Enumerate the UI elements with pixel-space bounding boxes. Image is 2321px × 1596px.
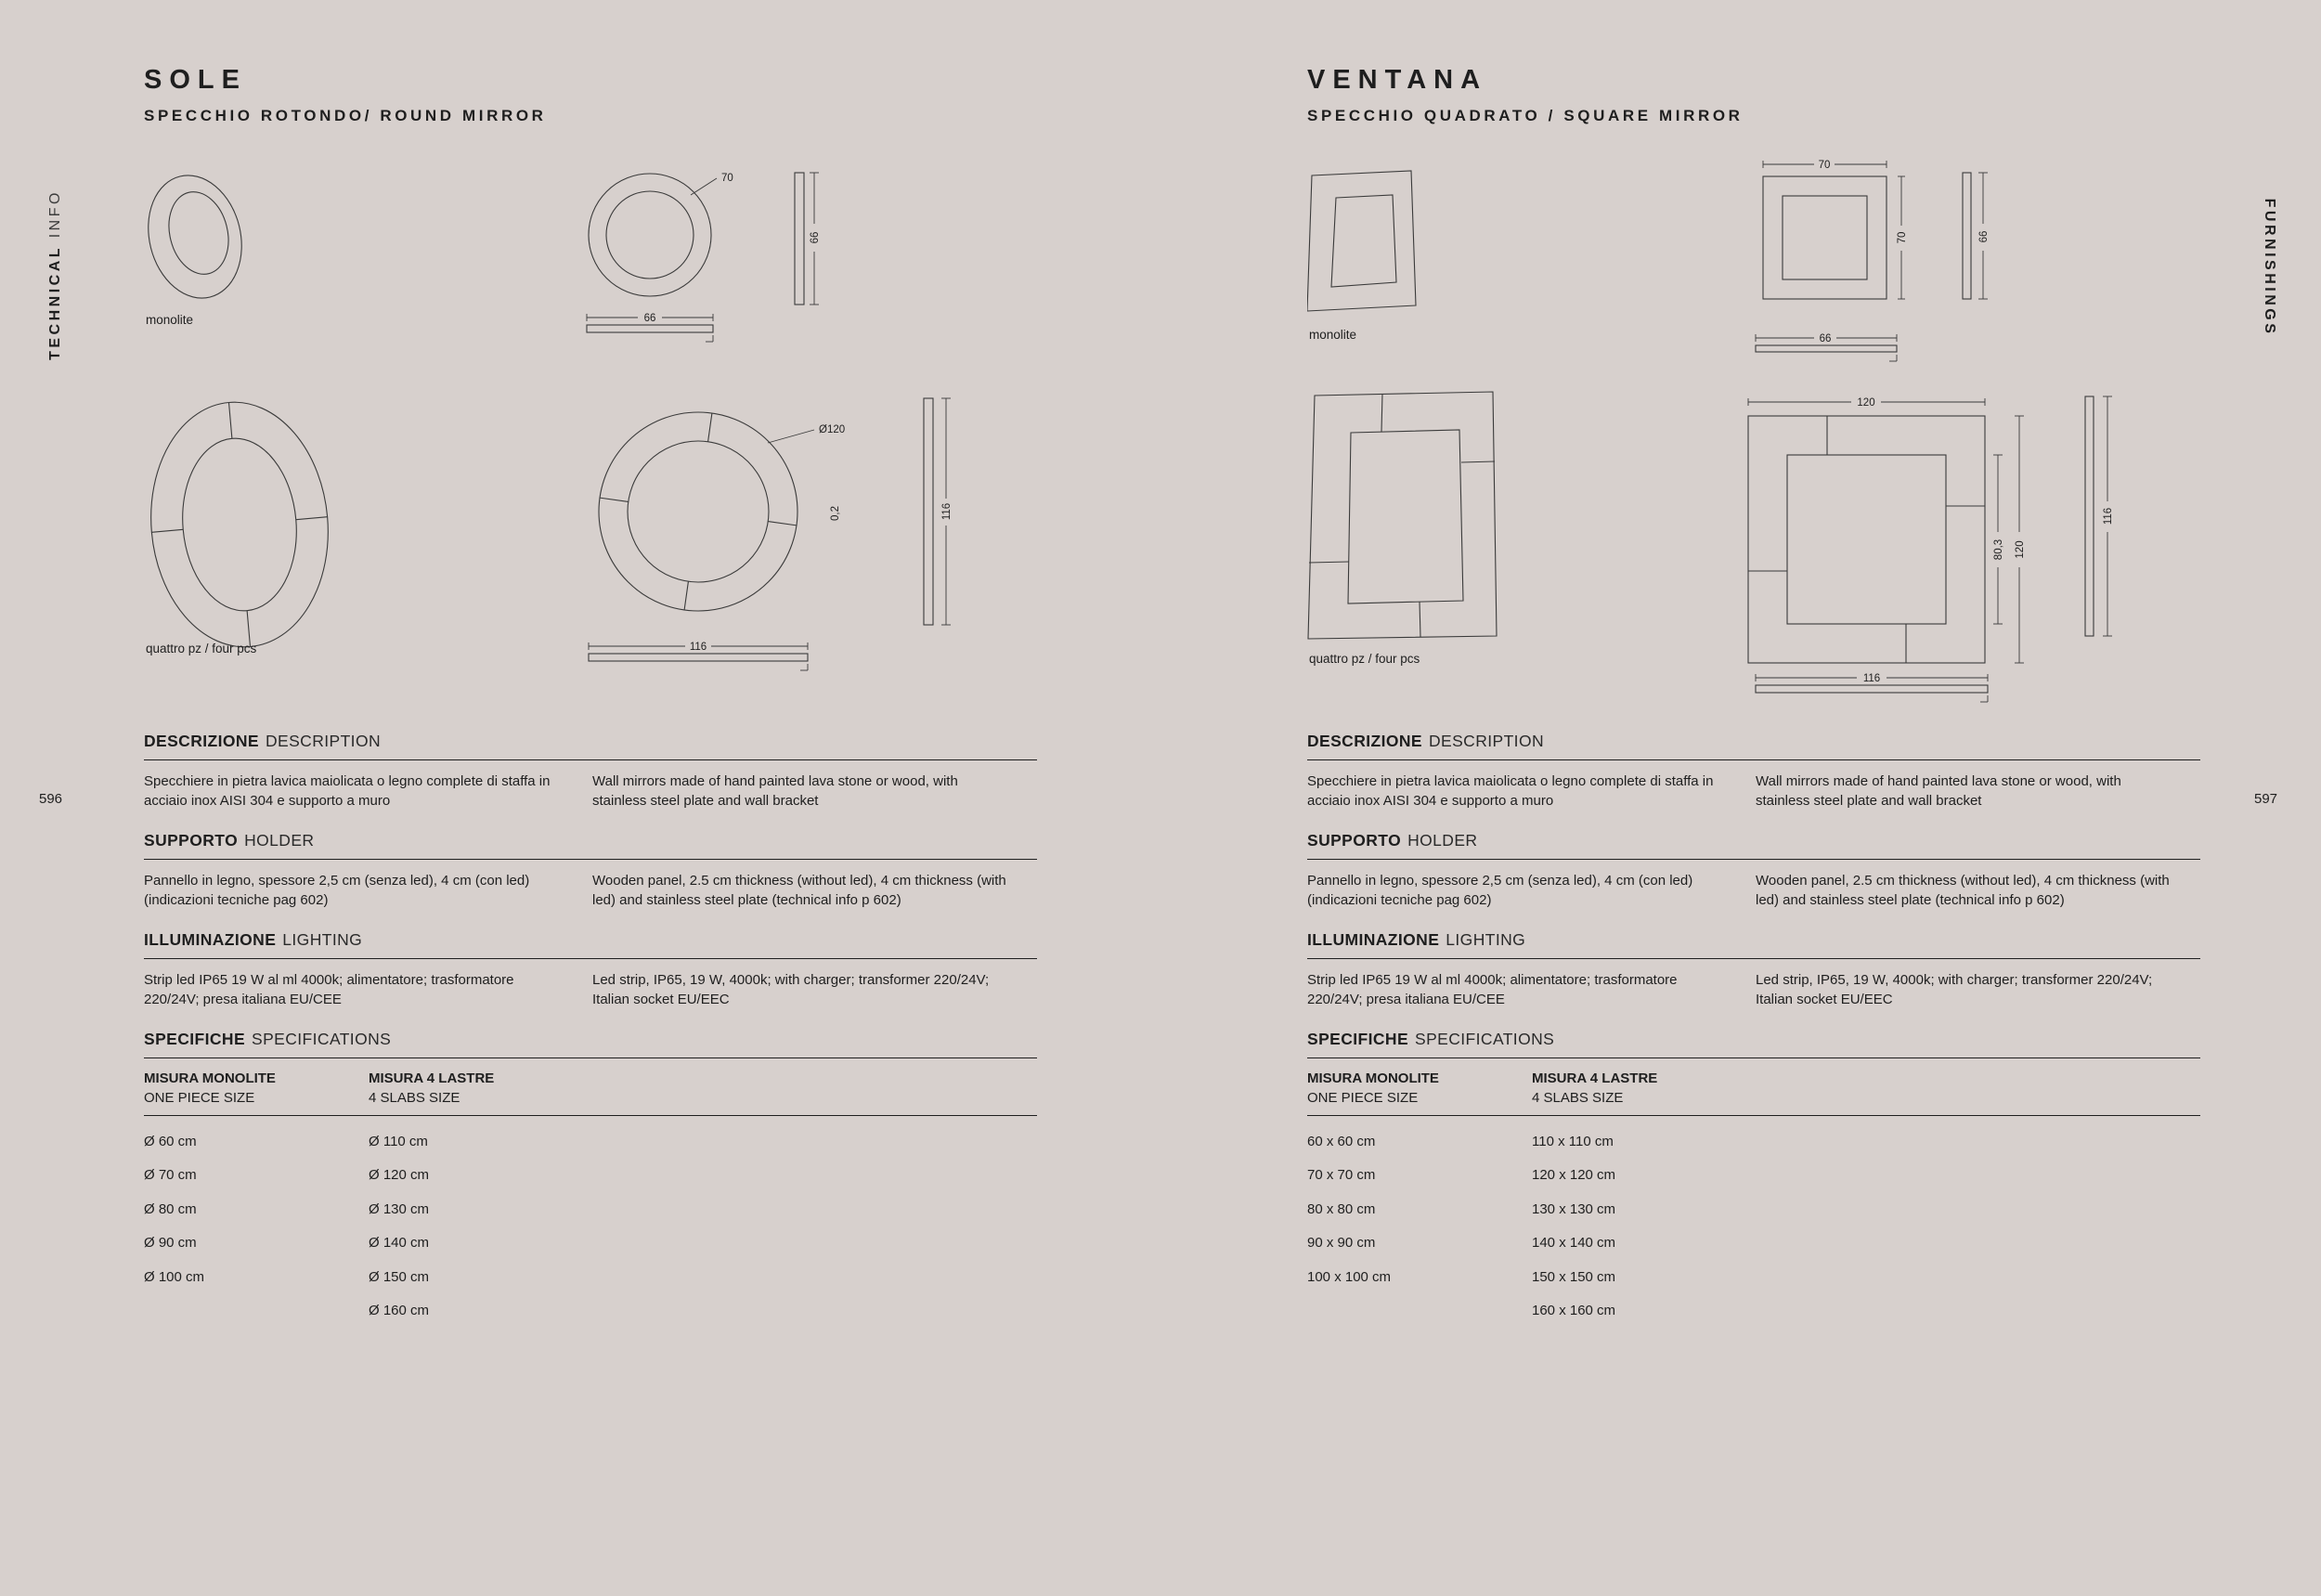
heading-it: ILLUMINAZIONE: [144, 930, 277, 949]
spec-row: 110 x 110 cm: [1532, 1133, 1614, 1149]
sole-four-pcs-perspective-drawing: [144, 395, 338, 655]
spec-col1-subtitle: ONE PIECE SIZE: [144, 1090, 255, 1106]
ventana-side-profile-drawing: [1963, 173, 1990, 299]
ventana-dim-side-height-large: 116: [2103, 507, 2114, 526]
spec-row: Ø 80 cm: [144, 1200, 197, 1217]
lighting-text-en: Led strip, IP65, 19 W, 4000k; with charger; transformer 220/24V; Italian socket EU/EEC: [1756, 972, 2153, 1007]
sole-info-sections: [144, 732, 1037, 1328]
ventana-four-pcs-front-drawing: [1748, 397, 2026, 663]
product-title-sole: SOLE: [144, 65, 247, 95]
ventana-lighting-section: [1307, 930, 2200, 1009]
ventana-dim-plan-width-large: 116: [1862, 673, 1881, 684]
spec-row: Ø 140 cm: [369, 1235, 430, 1252]
specifications-heading: [144, 1030, 1037, 1058]
sole-front-view-drawing: [589, 173, 733, 296]
spec-row: 60 x 60 cm: [1307, 1133, 1376, 1149]
heading-it: SUPPORTO: [1307, 831, 1402, 850]
ventana-four-pcs-side-profile-drawing: [2085, 396, 2114, 636]
product-ventana: [1307, 56, 2203, 1319]
heading-it: DESCRIZIONE: [1307, 732, 1422, 750]
spec-row: Ø 100 cm: [144, 1268, 205, 1285]
spec-col1-title: MISURA MONOLITE: [144, 1070, 276, 1086]
spec-rows: [144, 1116, 1037, 1328]
heading-it: SUPPORTO: [144, 831, 239, 850]
heading-it: DESCRIZIONE: [144, 732, 259, 750]
spec-row: 80 x 80 cm: [1307, 1200, 1376, 1217]
sole-four-pcs-side-profile-drawing: [924, 398, 953, 625]
spec-column-headers: [1307, 1058, 2200, 1116]
ventana-dim-height-large: 120: [2015, 540, 2026, 559]
heading-it: SPECIFICHE: [1307, 1030, 1409, 1048]
sole-side-profile-drawing: [795, 173, 821, 305]
spec-row: 150 x 150 cm: [1532, 1268, 1616, 1285]
description-text-it: Specchiere in pietra lavica maiolicata o legno complete di staffa in acciaio inox AISI 304 e supporto a muro: [1307, 773, 1714, 809]
sole-dim-side-height-large: 116: [941, 502, 953, 521]
ventana-dim-inner-height: 80,3: [1993, 538, 2004, 561]
holder-text-en: Wooden panel, 2.5 cm thickness (without led), 4 cm thickness (with led) and stainless steel plate (technical info p 602): [592, 873, 1006, 908]
ventana-four-pcs-label: quattro pz / four pcs: [1309, 652, 1420, 666]
lighting-heading: [144, 930, 1037, 959]
ventana-description-section: [1307, 732, 2200, 811]
ventana-dim-side-height: 66: [1978, 230, 1990, 243]
spec-row: 140 x 140 cm: [1532, 1235, 1616, 1252]
sole-four-pcs-plan-drawing: [589, 642, 808, 670]
heading-it: ILLUMINAZIONE: [1307, 930, 1440, 949]
spec-row: Ø 160 cm: [369, 1303, 430, 1319]
sole-four-pcs-label: quattro pz / four pcs: [146, 642, 257, 655]
ventana-dim-plan-width: 66: [1819, 333, 1832, 344]
heading-en: HOLDER: [1407, 831, 1478, 850]
spec-row: Ø 150 cm: [369, 1268, 430, 1285]
ventana-monolite-perspective-drawing: [1307, 171, 1416, 311]
holder-heading: [144, 831, 1037, 860]
product-title-ventana: VENTANA: [1307, 65, 1488, 95]
spec-row: Ø 60 cm: [144, 1133, 197, 1149]
sole-dim-side-height: 66: [810, 231, 821, 244]
description-heading: [144, 732, 1037, 760]
spec-row: 70 x 70 cm: [1307, 1167, 1376, 1184]
ventana-info-sections: [1307, 732, 2200, 1328]
description-text-it: Specchiere in pietra lavica maiolicata o legno complete di staffa in acciaio inox AISI 304 e supporto a muro: [144, 773, 551, 809]
left-margin-light-text: INFO: [47, 189, 63, 239]
sole-technical-drawings: [144, 116, 1040, 733]
spec-rows: [1307, 1116, 2200, 1328]
ventana-technical-drawings: [1307, 116, 2203, 733]
heading-en: HOLDER: [244, 831, 315, 850]
sole-dim-gap: 0,2: [830, 506, 841, 521]
description-text-en: Wall mirrors made of hand painted lava stone or wood, with stainless steel plate and wall bracket: [592, 773, 958, 809]
spec-col2-subtitle: 4 SLABS SIZE: [1532, 1090, 1624, 1106]
spec-row: Ø 70 cm: [144, 1167, 197, 1184]
heading-en: LIGHTING: [1446, 930, 1526, 949]
spec-col2-subtitle: 4 SLABS SIZE: [369, 1090, 460, 1106]
sole-description-section: [144, 732, 1037, 811]
holder-text-en: Wooden panel, 2.5 cm thickness (without led), 4 cm thickness (with led) and stainless steel plate (technical info p 602): [1756, 873, 2170, 908]
spec-row: Ø 120 cm: [369, 1167, 430, 1184]
ventana-front-view-drawing: [1763, 160, 1908, 299]
ventana-four-pcs-plan-drawing: [1756, 673, 1988, 702]
spec-col2-title: MISURA 4 LASTRE: [1532, 1070, 1658, 1086]
product-subtitle-ventana: SPECCHIO QUADRATO / SQUARE MIRROR: [1307, 107, 1744, 124]
spec-row: Ø 90 cm: [144, 1235, 197, 1252]
heading-en: DESCRIPTION: [266, 732, 381, 750]
spec-row: 120 x 120 cm: [1532, 1167, 1616, 1184]
heading-en: SPECIFICATIONS: [252, 1030, 392, 1048]
ventana-plan-view-drawing: [1756, 333, 1897, 361]
sole-four-pcs-front-drawing: [586, 399, 845, 624]
holder-heading: [1307, 831, 2200, 860]
sole-dim-plan-width: 66: [643, 313, 656, 324]
spec-row: Ø 110 cm: [369, 1133, 428, 1149]
spec-row: 90 x 90 cm: [1307, 1235, 1376, 1252]
ventana-dim-width: 70: [1818, 160, 1831, 171]
ventana-holder-section: [1307, 831, 2200, 910]
spec-row: Ø 130 cm: [369, 1200, 430, 1217]
ventana-monolite-label: monolite: [1309, 328, 1357, 342]
sole-monolite-label: monolite: [146, 313, 194, 327]
holder-text-it: Pannello in legno, spessore 2,5 cm (senza led), 4 cm (con led) (indicazioni tecniche pag 602): [1307, 873, 1693, 908]
heading-en: SPECIFICATIONS: [1415, 1030, 1555, 1048]
product-sole: [144, 56, 1040, 1319]
description-text-en: Wall mirrors made of hand painted lava stone or wood, with stainless steel plate and wall bracket: [1756, 773, 2121, 809]
sole-lighting-section: [144, 930, 1037, 1009]
ventana-dim-height: 70: [1897, 231, 1908, 244]
left-margin-bold-text: TECHNICAL: [47, 245, 63, 360]
sole-specifications-section: [144, 1030, 1037, 1328]
sole-dim-plan-width-large: 116: [689, 642, 707, 653]
right-margin-label: FURNISHINGS: [2262, 198, 2277, 337]
sole-holder-section: [144, 831, 1037, 910]
spec-col1-subtitle: ONE PIECE SIZE: [1307, 1090, 1419, 1106]
page-number-left: 596: [39, 791, 63, 807]
ventana-specifications-section: [1307, 1030, 2200, 1328]
product-subtitle-sole: SPECCHIO ROTONDO/ ROUND MIRROR: [144, 107, 547, 124]
description-heading: [1307, 732, 2200, 760]
left-margin-label: [47, 189, 64, 360]
spec-col1-title: MISURA MONOLITE: [1307, 1070, 1439, 1086]
holder-text-it: Pannello in legno, spessore 2,5 cm (senza led), 4 cm (con led) (indicazioni tecniche pag 602): [144, 873, 530, 908]
sole-dim-ring-width: 70: [721, 173, 733, 184]
spec-row: 130 x 130 cm: [1532, 1200, 1616, 1217]
page-number-right: 597: [2254, 791, 2278, 807]
specifications-heading: [1307, 1030, 2200, 1058]
spec-column-headers: [144, 1058, 1037, 1116]
ventana-dim-width-large: 120: [1857, 397, 1875, 409]
heading-it: SPECIFICHE: [144, 1030, 246, 1048]
sole-monolite-perspective-drawing: [144, 165, 254, 308]
heading-en: DESCRIPTION: [1429, 732, 1544, 750]
spec-col2-title: MISURA 4 LASTRE: [369, 1070, 495, 1086]
lighting-text-it: Strip led IP65 19 W al ml 4000k; alimentatore; trasformatore 220/24V; presa italiana EU/CEE: [144, 972, 514, 1007]
heading-en: LIGHTING: [282, 930, 363, 949]
lighting-text-en: Led strip, IP65, 19 W, 4000k; with charger; transformer 220/24V; Italian socket EU/EEC: [592, 972, 990, 1007]
sole-dim-diameter: Ø120: [819, 424, 846, 435]
ventana-four-pcs-perspective-drawing: [1308, 392, 1497, 639]
spec-row: 100 x 100 cm: [1307, 1268, 1392, 1285]
spec-row: 160 x 160 cm: [1532, 1303, 1616, 1319]
sole-plan-view-drawing: [587, 313, 713, 342]
lighting-text-it: Strip led IP65 19 W al ml 4000k; alimentatore; trasformatore 220/24V; presa italiana EU/CEE: [1307, 972, 1678, 1007]
lighting-heading: [1307, 930, 2200, 959]
